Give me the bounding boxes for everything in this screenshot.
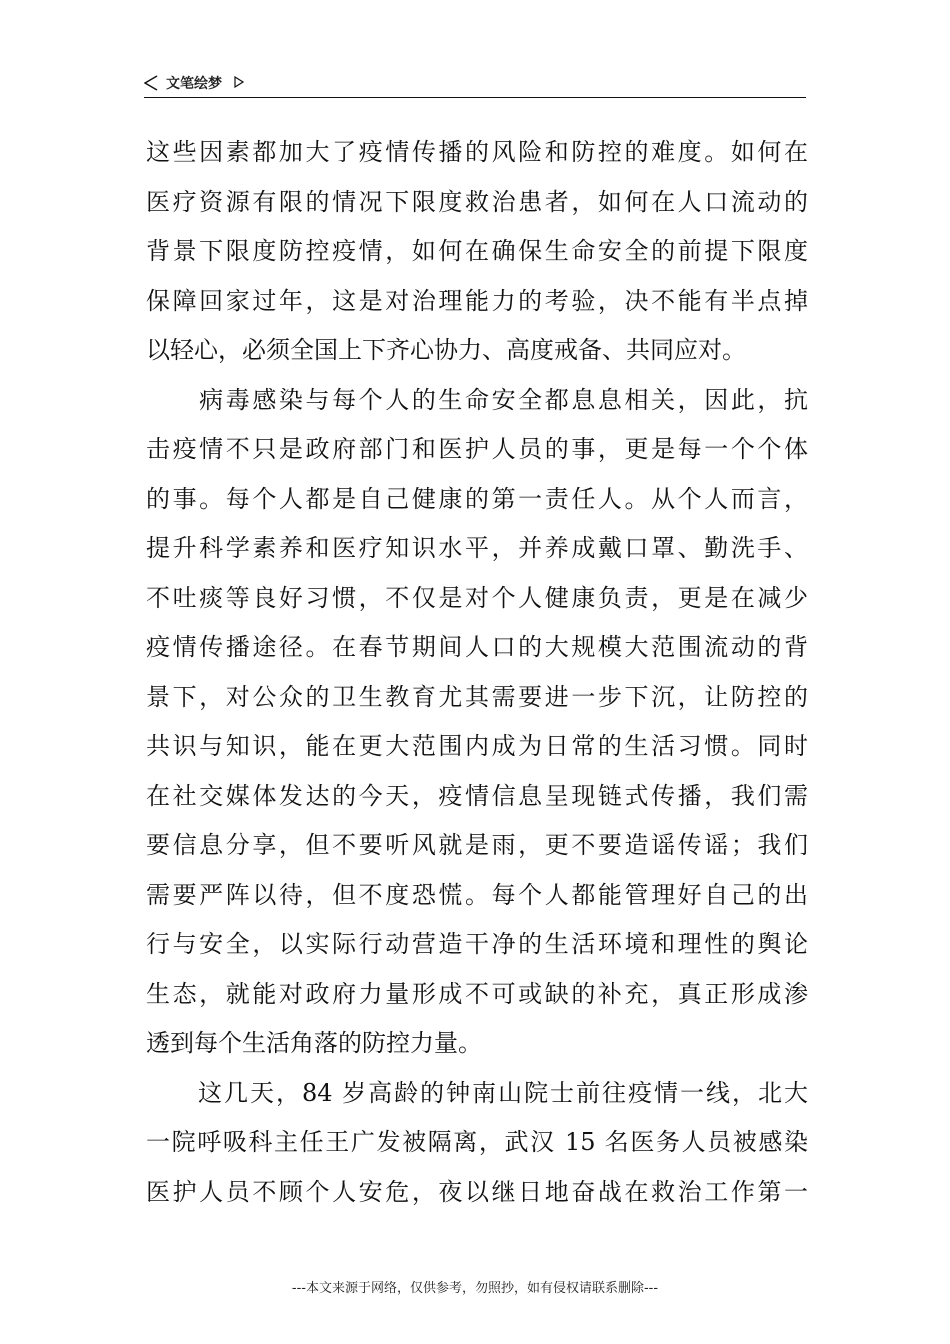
text-line: 景下，对公众的卫生教育尤其需要进一步下沉，让防控的	[146, 682, 808, 711]
text-line: 透到每个生活角落的防控力量。	[146, 1029, 482, 1057]
text-line: 生态，就能对政府力量形成不可或缺的补充，真正形成渗	[146, 979, 808, 1008]
text-line: 医护人员不顾个人安危，夜以继日地奋战在救治工作第一	[146, 1177, 808, 1206]
text-line: 击疫情不只是政府部门和医护人员的事，更是每一个个体	[146, 435, 808, 463]
text-line: 行与安全，以实际行动营造干净的生活环境和理性的舆论	[146, 930, 808, 958]
text-line: 疫情传播途径。在春节期间人口的大规模大范围流动的背	[146, 633, 808, 661]
header-divider	[144, 97, 806, 98]
text-line: 背景下限度防控疫情，如何在确保生命安全的前提下限度	[146, 237, 808, 265]
text-line: 保障回家过年，这是对治理能力的考验，决不能有半点掉	[146, 286, 808, 315]
text-line: 在社交媒体发达的今天，疫情信息呈现链式传播，我们需	[146, 781, 808, 810]
left-triangle-icon	[144, 75, 158, 91]
header-title: 文笔绘梦	[166, 76, 222, 92]
right-triangle-icon	[234, 76, 244, 88]
document-body	[146, 128, 808, 1217]
text-line: 不吐痰等良好习惯，不仅是对个人健康负责，更是在减少	[146, 583, 808, 612]
text-line: 这几天，84 岁高龄的钟南山院士前往疫情一线，北大	[146, 1078, 808, 1107]
text-line: 医疗资源有限的情况下限度救治患者，如何在人口流动的	[146, 187, 808, 216]
text-line: 共识与知识，能在更大范围内成为日常的生活习惯。同时	[146, 732, 808, 760]
text-line: 以轻心，必须全国上下齐心协力、高度戒备、共同应对。	[146, 336, 746, 364]
text-line: 这些因素都加大了疫情传播的风险和防控的难度。如何在	[146, 138, 808, 166]
text-line: 病毒感染与每个人的生命安全都息息相关，因此，抗	[146, 385, 808, 414]
page-header	[144, 72, 806, 98]
text-line: 一院呼吸科主任王广发被隔离，武汉 15 名医务人员被感染	[146, 1128, 808, 1156]
text-line: 提升科学素养和医疗知识水平，并养成戴口罩、勤洗手、	[146, 534, 808, 562]
text-line: 的事。每个人都是自己健康的第一责任人。从个人而言，	[146, 484, 808, 513]
text-line: 要信息分享，但不要听风就是雨，更不要造谣传谣；我们	[146, 831, 808, 859]
footer-notice: ---本文来源于网络，仅供参考，勿照抄，如有侵权请联系删除---	[291, 1281, 659, 1296]
text-line: 需要严阵以待，但不度恐慌。每个人都能管理好自己的出	[146, 880, 808, 909]
